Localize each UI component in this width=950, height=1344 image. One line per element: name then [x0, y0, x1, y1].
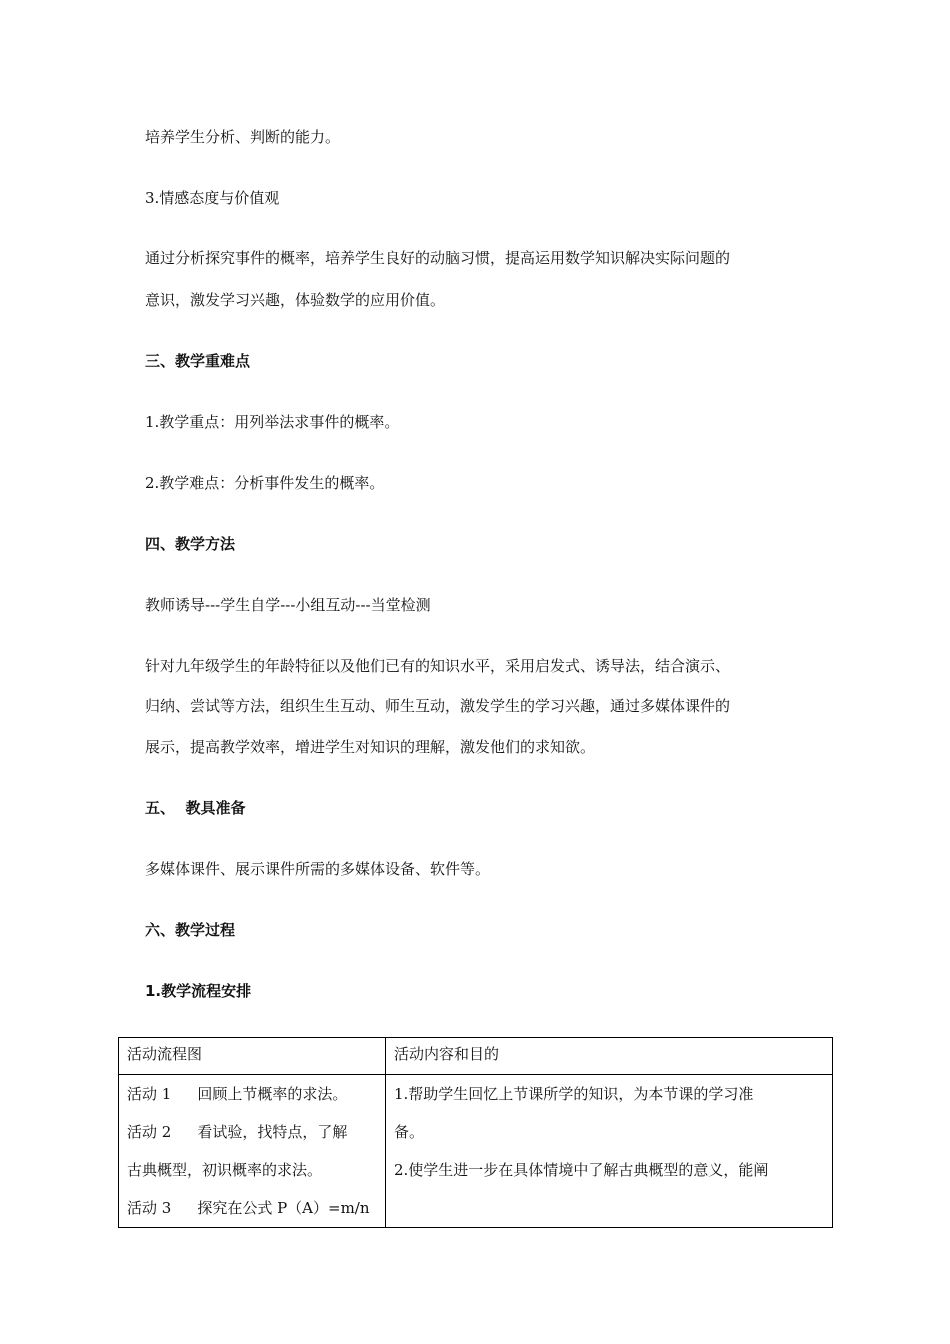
paragraph-teaching-aids: 多媒体课件、展示课件所需的多媒体设备、软件等。: [145, 860, 491, 878]
purpose-line-1: 1.帮助学生回忆上节课所学的知识，为本节课的学习准: [394, 1085, 754, 1103]
paragraph-emotion-1: 通过分析探究事件的概率，培养学生良好的动脑习惯，提高运用数学知识解决实际问题的: [145, 249, 731, 267]
header-cell-content: 活动内容和目的: [386, 1038, 833, 1075]
activity-flow-cell: [119, 1075, 386, 1228]
paragraph-ability: 培养学生分析、判断的能力。: [145, 128, 341, 146]
paragraph-method-flow: 教师诱导---学生自学---小组互动---当堂检测: [145, 596, 431, 614]
heading-key-difficult-points: 三、教学重难点: [145, 352, 251, 370]
activity-1: 活动 1 回顾上节概率的求法。: [127, 1085, 348, 1103]
paragraph-difficult-point-text: 2.教学难点：分析事件发生的概率。: [145, 474, 385, 492]
purpose-line-2: 备。: [394, 1123, 425, 1141]
paragraph-method-1: 针对九年级学生的年龄特征以及他们已有的知识水平，采用启发式、诱导法，结合演示、: [145, 657, 731, 675]
table-header-row: [119, 1038, 833, 1075]
activity-2: 活动 2 看试验，找特点，了解: [127, 1123, 348, 1141]
heading-teaching-process: 六、教学过程: [145, 921, 236, 939]
process-table: [118, 1037, 833, 1228]
table-row: [119, 1075, 833, 1228]
paragraph-key-point: 1.教学重点：用列举法求事件的概率。: [145, 413, 400, 431]
section-emotion-values: 3.情感态度与价值观: [145, 189, 280, 207]
activity-2-continued: 古典概型，初识概率的求法。: [127, 1161, 323, 1179]
activity-purpose-cell: [386, 1075, 833, 1228]
heading-teaching-aids: 五、 教具准备: [145, 799, 246, 817]
paragraph-emotion-2: 意识，激发学习兴趣，体验数学的应用价值。: [145, 291, 446, 309]
paragraph-method-3: 展示，提高教学效率，增进学生对知识的理解，激发他们的求知欲。: [145, 738, 596, 756]
heading-teaching-method: 四、教学方法: [145, 535, 236, 553]
activity-3: 活动 3 探究在公式 P（A）=m/n: [127, 1199, 370, 1217]
purpose-line-3: 2.使学生进一步在具体情境中了解古典概型的意义，能阐: [394, 1161, 769, 1179]
header-cell-flowchart: 活动流程图: [119, 1038, 386, 1075]
heading-process-arrangement: 1.教学流程安排: [145, 982, 252, 1000]
paragraph-method-2: 归纳、尝试等方法，组织生生互动、师生互动，激发学生的学习兴趣，通过多媒体课件的: [145, 697, 731, 715]
